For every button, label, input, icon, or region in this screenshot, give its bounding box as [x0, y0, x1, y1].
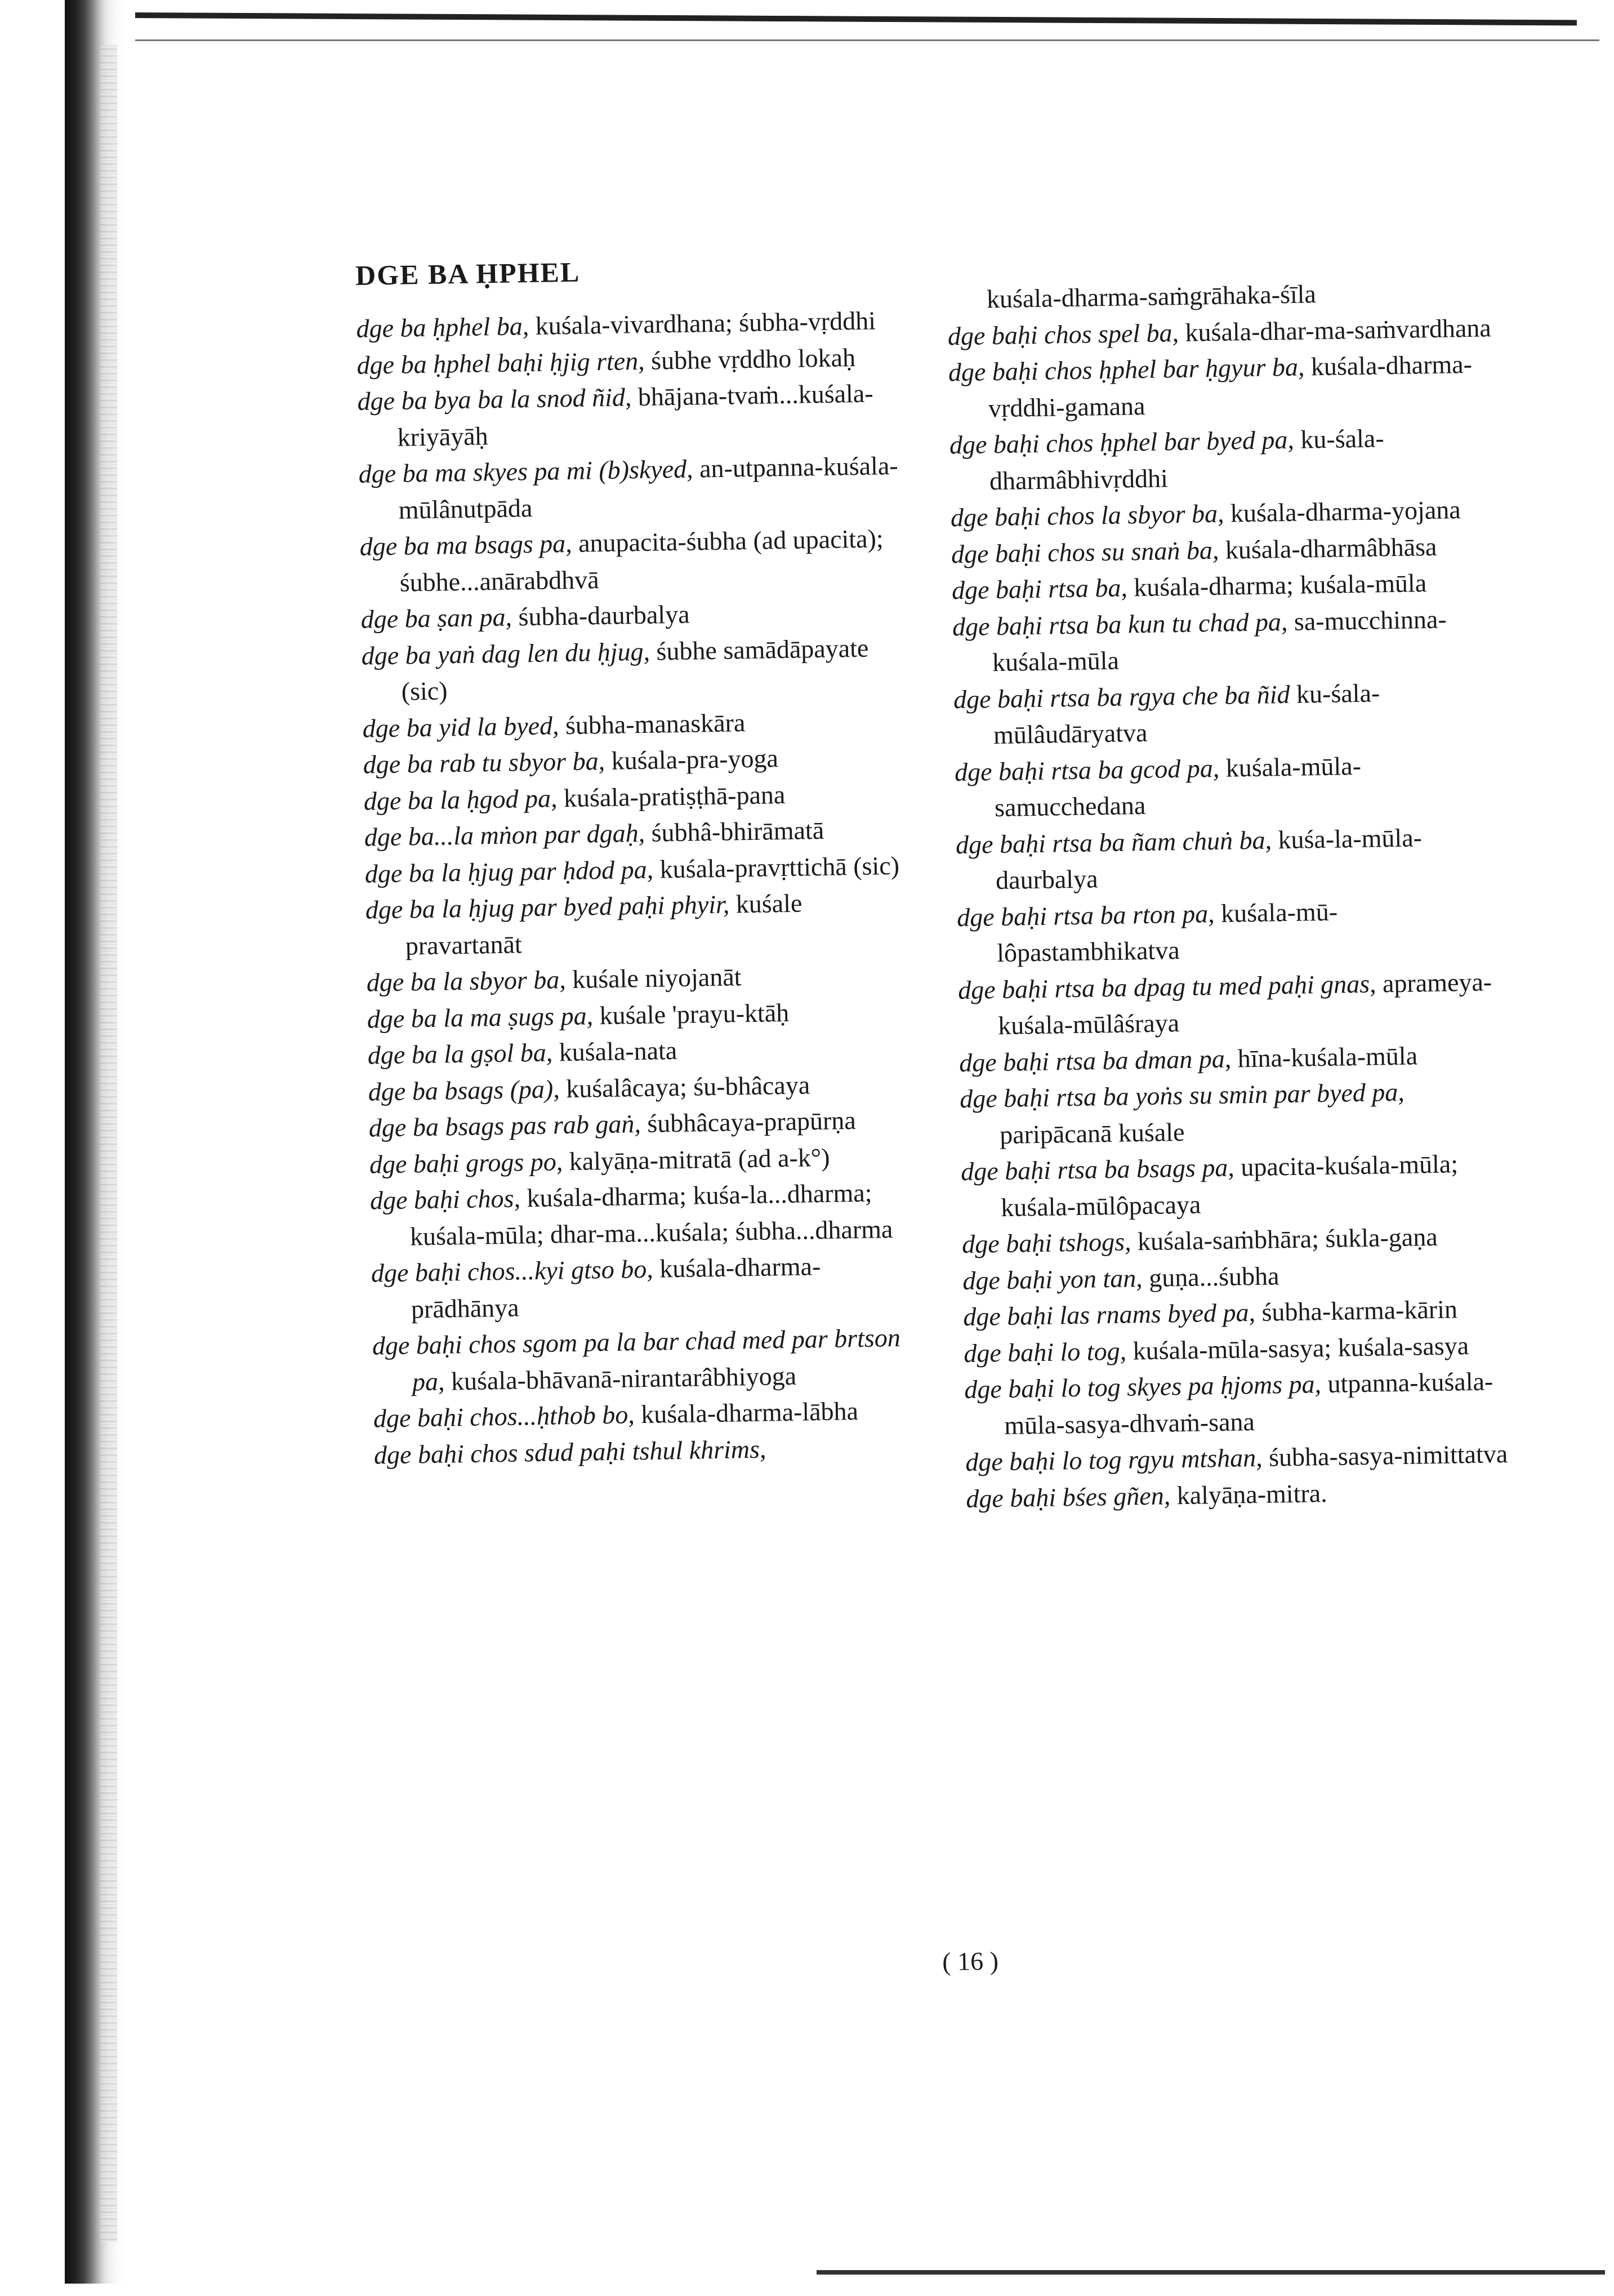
sanskrit-equivalent: kuśala-dharma-vṛddhi-gamana [988, 349, 1473, 422]
tibetan-headword: dge ba bya ba la snod ñid, [357, 382, 632, 416]
tibetan-headword: dge baḥi bśes gñen, [966, 1480, 1171, 1513]
dictionary-entry [956, 818, 1503, 900]
tibetan-headword: dge ba ma bsags pa, [359, 528, 573, 561]
dictionary-entry [957, 891, 1504, 972]
tibetan-headword: dge ba la ḥjug par byed paḥi phyir, [365, 889, 730, 924]
sanskrit-equivalent: kuśala-saṁbhāra; śukla-gaṇa [1137, 1222, 1438, 1256]
tibetan-headword: dge baḥi chos ḥphel bar byed pa, [949, 425, 1295, 460]
dictionary-entry [369, 1174, 917, 1255]
tibetan-headword: dge ba ṣan pa, [360, 602, 512, 634]
tibetan-headword: dge baḥi chos...kyi gtso bo, [371, 1254, 654, 1288]
tibetan-headword: dge baḥi grogs po, [369, 1146, 563, 1179]
sanskrit-equivalent: kuśala-vivardhana; śubha-vṛddhi [535, 306, 876, 340]
left-column [356, 302, 920, 1474]
sanskrit-equivalent: kuśala-dharma-saṁgrāhaka-śīla [986, 279, 1317, 314]
tibetan-headword: dge baḥi rtsa ba yoṅs su smin par byed pa, [959, 1077, 1405, 1114]
sanskrit-equivalent: kuśala-dharmâbhāsa [1225, 532, 1437, 564]
sanskrit-equivalent: bhājana-tvaṁ...kuśala-kriyāyāḥ [397, 379, 873, 452]
tibetan-headword: dge baḥi lo tog skyes pa ḥjoms pa, [964, 1369, 1322, 1404]
sanskrit-equivalent: kuśala-mū-lôpastambhikatva [996, 897, 1338, 968]
sanskrit-equivalent: śubhâcaya-prapūrṇa [647, 1106, 857, 1138]
tibetan-headword: dge ba yid la byed, [362, 710, 559, 743]
sanskrit-equivalent: aprameya-kuśala-mūlâśraya [997, 967, 1492, 1040]
sanskrit-equivalent: śubhe vṛddho lokaḥ [650, 342, 856, 375]
dictionary-entry [961, 1145, 1508, 1226]
sanskrit-equivalent: kuśala-pra-yoga [611, 744, 779, 775]
tibetan-headword: dge baḥi chos spel ba, [947, 318, 1179, 350]
tibetan-headword: dge ba la gṣol ba, [367, 1038, 553, 1070]
tibetan-headword: dge ba la sbyor ba, [366, 965, 567, 997]
tibetan-headword: dge baḥi rtsa ba ñam chuṅ ba, [955, 825, 1272, 859]
tibetan-headword: dge baḥi chos, [369, 1183, 521, 1215]
sanskrit-equivalent: śubha-manaskāra [565, 708, 746, 740]
running-head: DGE BA ḤPHEL [355, 256, 581, 291]
tibetan-headword: dge baḥi chos su snaṅ ba, [951, 535, 1219, 568]
sanskrit-equivalent: kuśala-dharma-prādhānya [411, 1252, 821, 1324]
tibetan-headword: dge baḥi las rnams byed pa, [962, 1298, 1256, 1332]
sanskrit-equivalent: śubha-daurbalya [518, 599, 690, 631]
tibetan-headword: dge ba la ma ṣugs pa, [367, 1000, 594, 1034]
sanskrit-equivalent: kuśa-la-mūla-daurbalya [995, 822, 1423, 895]
tibetan-headword: dge ba...la mṅon par dgaḥ, [364, 818, 645, 852]
sanskrit-equivalent: utpanna-kuśala-mūla-sasya-dhvaṁ-sana [1004, 1367, 1493, 1440]
dictionary-entry [964, 1363, 1512, 1444]
tibetan-headword: dge baḥi rtsa ba kun tu chad pa, [952, 607, 1288, 641]
sanskrit-equivalent: guṇa...śubha [1148, 1261, 1279, 1292]
sanskrit-equivalent: kuśala-dhar-ma-saṁvardhana [1185, 313, 1492, 347]
page-number: ( 16 ) [942, 1946, 999, 1976]
sanskrit-equivalent: kuśala-bhāvanā-nirantarâbhiyoga [451, 1361, 797, 1395]
sanskrit-equivalent: śubhâ-bhirāmatā [651, 815, 824, 847]
dictionary-entry [952, 600, 1500, 682]
sanskrit-equivalent: kuśala-pravṛttichā (sic) [659, 851, 900, 884]
sanskrit-equivalent: kuśala-dharma-yojana [1230, 495, 1461, 528]
tibetan-headword: dge baḥi rtsa ba gcod pa, [954, 753, 1220, 786]
dictionary-entry [949, 419, 1497, 500]
sanskrit-equivalent: kuśala-mūla-sasya; kuśala-sasya [1133, 1331, 1469, 1365]
sanskrit-equivalent: kalyāṇa-mitra. [1176, 1478, 1328, 1510]
sanskrit-equivalent: paripācanā kuśale [999, 1117, 1185, 1149]
sanskrit-equivalent: anupacita-śubha (ad upacita); śubhe...anārabdhvā [399, 524, 884, 597]
dictionary-entry [357, 375, 904, 456]
tibetan-headword: dge baḥi rtsa ba rgya che ba ñid [953, 679, 1290, 714]
sanskrit-equivalent: śubha-karma-kārin [1261, 1294, 1458, 1327]
dictionary-entry [361, 629, 908, 710]
tibetan-headword: dge ba rab tu sbyor ba, [363, 746, 605, 779]
tibetan-headword: dge baḥi rtsa ba dman pa, [958, 1044, 1232, 1077]
sanskrit-equivalent: sa-mucchinna-kuśala-mūla [992, 604, 1447, 677]
tibetan-headword: dge baḥi rtsa ba dpag tu med paḥi gnas, [957, 969, 1376, 1004]
tibetan-headword: dge baḥi chos...ḥthob bo, [373, 1400, 635, 1433]
sanskrit-equivalent: kuśala-dharma; kuśala-mūla [1133, 568, 1427, 602]
sanskrit-equivalent: kuśala-dharma-lābha [640, 1396, 859, 1429]
sanskrit-equivalent: kuśalâcaya; śu-bhâcaya [565, 1070, 810, 1103]
right-column [947, 273, 1512, 1517]
sanskrit-equivalent: kalyāṇa-mitratā (ad a-k°) [569, 1142, 830, 1176]
sanskrit-equivalent: upacita-kuśala-mūla; kuśala-mūlôpacaya [1000, 1149, 1459, 1222]
sanskrit-equivalent: an-utpanna-kuśala-mūlânutpāda [398, 451, 898, 524]
tibetan-headword: dge baḥi lo tog, [963, 1336, 1127, 1368]
tibetan-headword: dge ba ḥphel baḥi ḥjig rten, [356, 346, 645, 380]
sanskrit-equivalent: kuśala-nata [559, 1036, 677, 1067]
dictionary-entry [358, 448, 906, 529]
tibetan-headword: dge ba la ḥjug par ḥdod pa, [364, 855, 654, 888]
tibetan-headword: dge ba bsags (pa), [368, 1074, 560, 1106]
sanskrit-equivalent: hīna-kuśala-mūla [1237, 1040, 1418, 1073]
dictionary-entry [953, 673, 1501, 754]
tibetan-headword: dge baḥi tshogs, [961, 1227, 1131, 1259]
dictionary-entry [371, 1247, 919, 1328]
sanskrit-equivalent: ku-śala-mūlâudāryatva [993, 678, 1380, 750]
dictionary-entry [955, 746, 1502, 827]
tibetan-headword: dge ba ma skyes pa mi (b)skyed, [358, 454, 694, 488]
tibetan-headword: dge baḥi chos sgom pa la bar chad med par brtson pa, [372, 1323, 901, 1396]
dictionary-entry [960, 1073, 1507, 1154]
dictionary-entry [359, 520, 907, 602]
tibetan-headword: dge ba ḥphel ba, [356, 312, 529, 343]
sanskrit-equivalent: śubha-sasya-nimittatva [1268, 1439, 1508, 1472]
sanskrit-equivalent: kuśale niyojanāt [572, 962, 742, 994]
tibetan-headword: dge baḥi rtsa ba, [951, 573, 1128, 605]
sanskrit-equivalent: kuśale 'prayu-ktāḥ [599, 998, 790, 1030]
sanskrit-equivalent: kuśale pravartanāt [405, 888, 802, 960]
sanskrit-equivalent: kuśala-pratiṣṭhā-pana [563, 780, 786, 812]
tibetan-headword: dge ba la ḥgod pa, [363, 783, 558, 816]
sanskrit-equivalent: śubhe samādāpayate (sic) [401, 633, 869, 706]
tibetan-headword: dge baḥi rtsa ba rton pa, [956, 898, 1215, 932]
tibetan-headword: dge ba yaṅ dag len du ḥjug, [361, 637, 650, 670]
sanskrit-equivalent: kuśala-dharma; kuśa-la...dharma; kuśala-mūla; dhar-ma...kuśala; śubha...dharma [409, 1178, 893, 1251]
sanskrit-equivalent: ku-śala-dharmâbhivṛddhi [989, 424, 1384, 495]
tibetan-headword: dge baḥi chos la sbyor ba, [950, 499, 1224, 532]
tibetan-headword: dge baḥi yon tan, [962, 1263, 1143, 1295]
dictionary-entry [365, 884, 912, 965]
tibetan-headword: dge ba bsags pas rab gaṅ, [368, 1109, 641, 1142]
dictionary-entry [958, 964, 1505, 1045]
tibetan-headword: dge baḥi chos ḥphel bar ḥgyur ba, [948, 352, 1305, 387]
dictionary-entry [948, 346, 1496, 427]
sanskrit-equivalent: kuśala-mūla-samucchedana [994, 751, 1362, 822]
dictionary-entry [372, 1319, 920, 1400]
tibetan-headword: dge baḥi chos sdud paḥi tshul khrims, [373, 1434, 766, 1470]
tibetan-headword: dge baḥi lo tog rgyu mtshan, [965, 1443, 1263, 1477]
tibetan-headword: dge baḥi rtsa ba bsags pa, [960, 1153, 1235, 1186]
